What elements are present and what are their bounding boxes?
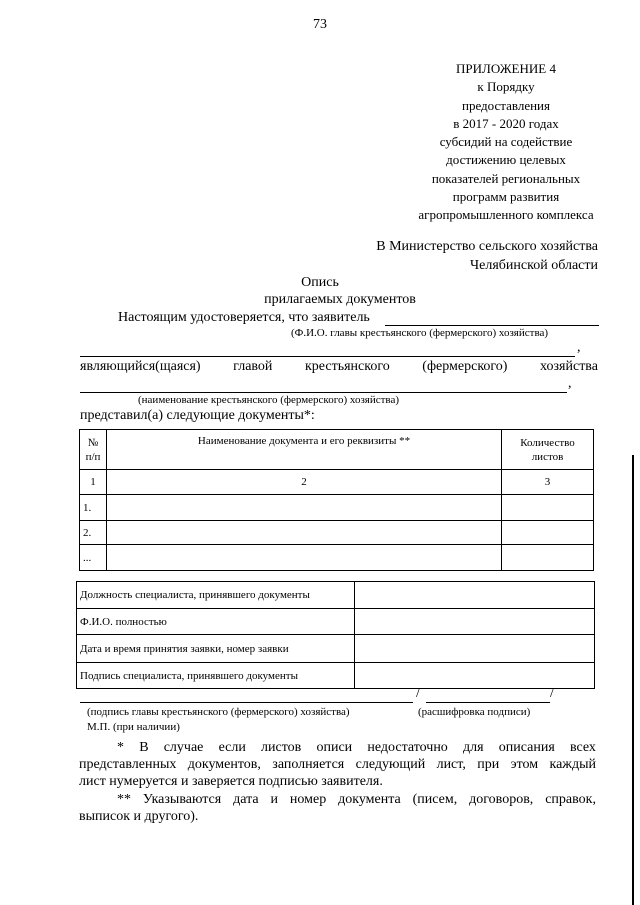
row-number: 2. [80, 521, 107, 545]
head-signature-line[interactable] [80, 702, 413, 703]
footnote-1-line-1 [79, 739, 596, 756]
farm-name-line[interactable] [80, 392, 567, 393]
index-cell: 1 [80, 470, 107, 495]
footnote-word: дата [233, 792, 259, 807]
footnote-word: В [139, 740, 149, 755]
appendix-line: предоставления [462, 97, 550, 113]
role-line [80, 359, 598, 375]
footnote-word: ** [117, 792, 131, 807]
footnote-word: каждый [549, 757, 596, 772]
footnote-word: документов, [187, 757, 261, 772]
acceptance-row [77, 635, 595, 663]
acceptance-value[interactable] [355, 663, 595, 689]
table-row [80, 545, 594, 571]
footnote-word: листов [261, 740, 302, 755]
role-word: хозяйства [540, 359, 598, 374]
footnote-word: случае [163, 740, 204, 755]
table-header-row [80, 430, 594, 470]
footnote-word: справок, [545, 792, 596, 807]
footnote-2-line-1 [79, 791, 596, 808]
sheets-cell[interactable] [502, 545, 594, 571]
table-index-row [80, 470, 594, 495]
doc-name-cell[interactable] [107, 495, 502, 521]
doc-name-cell[interactable] [107, 545, 502, 571]
document-title: Опись [301, 275, 339, 290]
acceptance-value[interactable] [355, 582, 595, 609]
document-subtitle: прилагаемых документов [264, 292, 416, 307]
role-word: являющийся(щаяся) [80, 359, 201, 374]
footnote-word: Указываются [142, 792, 222, 807]
farm-name-hint: (наименование крестьянского (фермерского) хозяйства) [138, 394, 400, 406]
appendix-line: к Порядку [477, 79, 535, 95]
header-sheets: Количество листов [502, 430, 594, 470]
table-row [80, 495, 594, 521]
applicant-name-line-2[interactable] [80, 356, 575, 357]
acceptance-label: Дата и время принятия заявки, номер заявки [77, 635, 355, 663]
row-number: ... [80, 545, 107, 571]
acceptance-row [77, 582, 595, 609]
footnote-1-line-3: лист нумеруется и заверяется подписью заявителя. [79, 774, 383, 789]
documents-table [79, 429, 594, 571]
page-number: 73 [313, 17, 327, 32]
applicant-name-hint: (Ф.И.О. главы крестьянского (фермерского) хозяйства) [291, 327, 549, 339]
footnote-word: следующий [355, 757, 426, 772]
submitted-text: представил(а) следующие документы*: [80, 408, 315, 423]
signature-decode-line[interactable] [426, 702, 550, 703]
appendix-line: ПРИЛОЖЕНИЕ 4 [456, 61, 556, 76]
table-row [80, 521, 594, 545]
footnote-word: этом [510, 757, 539, 772]
certify-text: Настоящим удостоверяется, что заявитель [118, 310, 370, 325]
comma-1: , [577, 340, 581, 355]
index-cell: 2 [107, 470, 502, 495]
footnote-1-line-2 [79, 756, 596, 773]
acceptance-row [77, 663, 595, 689]
footnote-word: при [477, 757, 500, 772]
footnote-word: номер [289, 792, 327, 807]
signature-decode-hint: (расшифровка подписи) [418, 706, 531, 718]
acceptance-table [76, 581, 595, 689]
footnote-word: описания [498, 740, 555, 755]
appendix-line: достижению целевых [446, 152, 566, 168]
header-number: № п/п [80, 430, 107, 470]
role-word: главой [233, 359, 273, 374]
appendix-line: программ развития [452, 189, 560, 205]
footnote-word: заполняется [272, 757, 345, 772]
head-signature-hint: (подпись главы крестьянского (фермерского) хозяйства) [87, 706, 350, 718]
footnote-1 [79, 739, 596, 790]
stamp-note: М.П. (при наличии) [87, 721, 180, 733]
footnote-2 [79, 791, 596, 825]
footnote-word: если [218, 740, 246, 755]
doc-name-cell[interactable] [107, 521, 502, 545]
role-word: крестьянского [305, 359, 390, 374]
appendix-line: субсидий на содействие [439, 134, 573, 150]
signature-separator: / [416, 686, 420, 701]
role-word: (фермерского) [422, 359, 508, 374]
footnote-word: договоров, [469, 792, 534, 807]
footnote-word: лист, [436, 757, 466, 772]
addressee-line-1: В Министерство сельского хозяйства [376, 239, 598, 254]
footnote-word: * [117, 740, 124, 755]
appendix-line: агропромышленного комплекса [418, 207, 594, 223]
acceptance-value[interactable] [355, 609, 595, 635]
sheets-cell[interactable] [502, 521, 594, 545]
footnote-word: документа [338, 792, 401, 807]
acceptance-label: Должность специалиста, принявшего документы [77, 582, 355, 609]
footnote-word: представленных [79, 757, 177, 772]
row-number: 1. [80, 495, 107, 521]
footnote-word: и [270, 792, 278, 807]
sheets-cell[interactable] [502, 495, 594, 521]
header-doc-name: Наименование документа и его реквизиты ** [107, 430, 502, 470]
addressee [300, 237, 598, 275]
footnote-word: (писем, [412, 792, 458, 807]
appendix-header [370, 60, 640, 225]
acceptance-label: Подпись специалиста, принявшего документы [77, 663, 355, 689]
comma-2: , [568, 376, 572, 391]
footnote-word: недостаточно [367, 740, 448, 755]
addressee-line-2: Челябинской области [470, 258, 598, 273]
appendix-line: в 2017 - 2020 годах [453, 115, 559, 131]
footnote-word: для [463, 740, 484, 755]
acceptance-row [77, 609, 595, 635]
index-cell: 3 [502, 470, 594, 495]
footnote-2-line-2: выписок и другого). [79, 809, 199, 824]
acceptance-value[interactable] [355, 635, 595, 663]
acceptance-label: Ф.И.О. полностью [77, 609, 355, 635]
footnote-word: всех [569, 740, 596, 755]
footnote-word: описи [316, 740, 353, 755]
signature-separator-end: / [550, 686, 554, 701]
applicant-name-line[interactable] [385, 325, 599, 326]
scan-edge-line [632, 455, 634, 905]
appendix-line: показателей региональных [431, 170, 581, 186]
